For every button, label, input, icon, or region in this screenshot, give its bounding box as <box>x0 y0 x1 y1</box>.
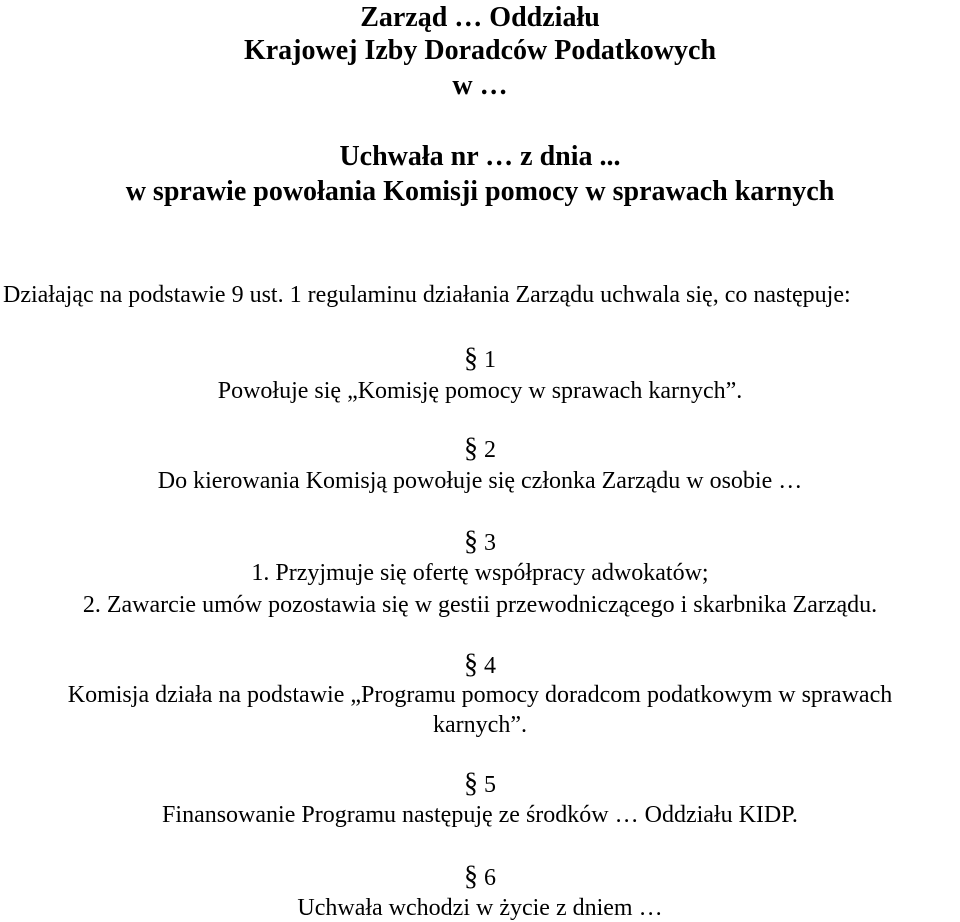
section-3-number: 3 <box>484 530 496 556</box>
section-sign-icon: § <box>464 649 478 680</box>
section-sign-icon: § <box>464 343 478 374</box>
section-5-text: Finansowanie Programu następuję ze środków … Oddziału KIDP. <box>162 802 798 828</box>
section-1-heading <box>0 345 960 373</box>
section-4-heading <box>0 651 960 679</box>
section-3-heading <box>0 528 960 556</box>
section-5-number: 5 <box>484 772 496 798</box>
section-4-text-line-1: Komisja działa na podstawie „Programu pomocy doradcom podatkowym w sprawach <box>67 682 893 708</box>
header-line-3: w … <box>452 70 508 101</box>
section-6-number: 6 <box>484 865 496 891</box>
section-2-text: Do kierowania Komisją powołuje się członka Zarządu w osobie … <box>157 468 803 494</box>
section-1-number: 1 <box>484 347 496 373</box>
section-1-text: Powołuje się „Komisję pomocy w sprawach karnych”. <box>217 378 743 404</box>
header-line-2: Krajowej Izby Doradców Podatkowych <box>243 35 717 66</box>
section-sign-icon: § <box>464 526 478 557</box>
section-3-item-1: 1. Przyjmuje się ofertę współpracy adwokatów; <box>251 560 709 586</box>
section-sign-icon: § <box>464 768 478 799</box>
section-sign-icon: § <box>464 861 478 892</box>
header-line-1: Zarząd … Oddziału <box>360 2 600 33</box>
resolution-title: Uchwała nr … z dnia ... <box>339 141 621 172</box>
section-3-item-2: 2. Zawarcie umów pozostawia się w gestii przewodniczącego i skarbnika Zarządu. <box>82 592 878 618</box>
section-sign-icon: § <box>464 433 478 464</box>
section-2-number: 2 <box>484 437 496 463</box>
section-4-text-line-2: karnych”. <box>433 712 527 738</box>
section-4-number: 4 <box>484 653 496 679</box>
resolution-subject: w sprawie powołania Komisji pomocy w sprawach karnych <box>125 176 835 207</box>
section-6-heading <box>0 863 960 891</box>
section-2-heading <box>0 435 960 463</box>
section-6-text: Uchwała wchodzi w życie z dniem … <box>297 895 663 921</box>
preamble: Działając na podstawie 9 ust. 1 regulaminu działania Zarządu uchwala się, co następuje: <box>3 282 851 308</box>
section-5-heading <box>0 770 960 798</box>
